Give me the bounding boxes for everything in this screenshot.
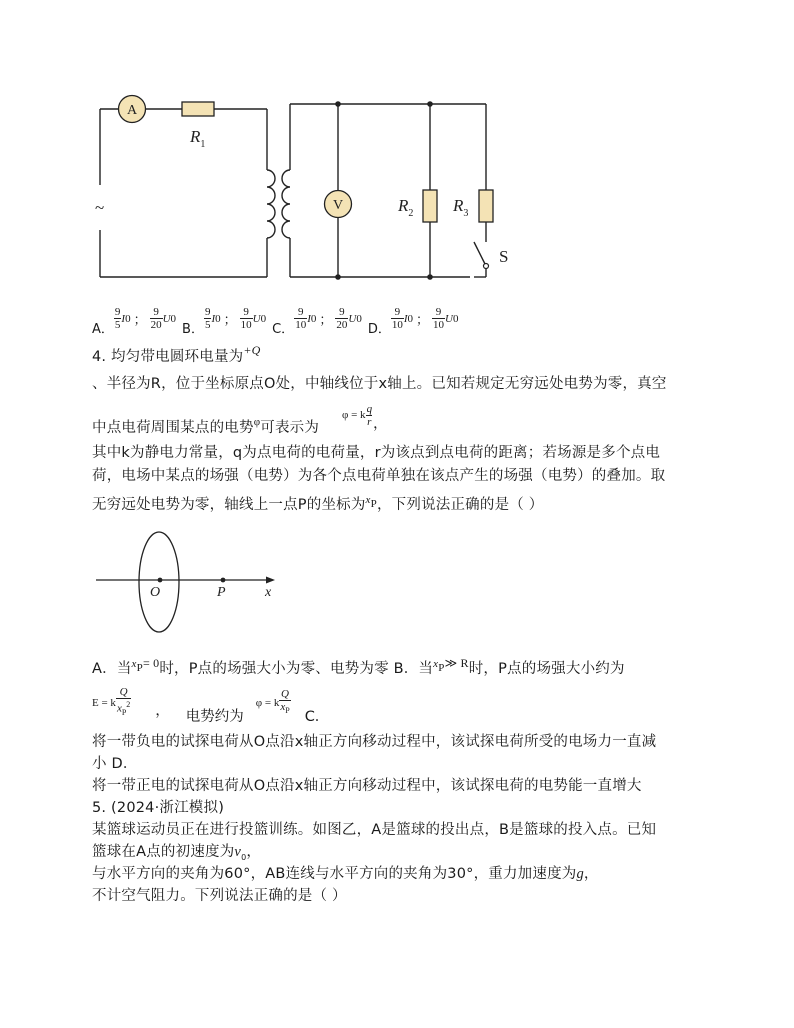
comma: ， (155, 703, 170, 719)
resistor-r1 (182, 102, 214, 116)
q4-option-c-line-2: 小 D． (92, 756, 138, 772)
option-a-label: A． (92, 322, 114, 337)
xp-symbol: x (365, 494, 371, 506)
origin-dot (158, 578, 163, 583)
current-symbol: I (307, 312, 311, 325)
separator: ； (133, 313, 147, 328)
question-text: ， (246, 844, 262, 860)
r1-label: $R_1$ (190, 127, 206, 150)
q4-option-d: 将一带正电的试探电荷从O点沿x轴正方向移动过程中，该试探电荷的电势能一直增大 (92, 778, 642, 794)
question-text: ，下列说法正确的是（ ） (376, 497, 544, 513)
subscript: P (438, 661, 445, 674)
gravity-symbol: g (576, 866, 584, 882)
current-symbol: I (211, 312, 216, 325)
math-text: ≫ R (444, 656, 469, 670)
option-b-text: 时，P点的场强大小约为 (468, 661, 625, 677)
question-text: 中点电荷周围某点的电势 (92, 420, 254, 436)
subscript: 0 (125, 312, 131, 325)
separator: ； (319, 313, 333, 328)
voltage-symbol: U (162, 312, 171, 325)
q4-line-5: 荷，电场中某点的场强（电势）为各个点电荷单独在该点产生的场强（电势）的叠加。取 (92, 468, 666, 484)
ac-source-symbol: ~ (95, 198, 105, 217)
transformer-circuit-diagram (0, 0, 794, 300)
subscript: 0 (407, 312, 414, 325)
voltage-symbol: U (348, 312, 357, 325)
option-c-label: C． (272, 322, 295, 337)
fraction: $\frac{9}{10}$ (295, 306, 307, 331)
junction-dot (427, 101, 433, 107)
subscript: 0 (215, 312, 221, 325)
subscript: 0 (452, 312, 459, 325)
question-text: 无穷远处电势为零，轴线上一点P的坐标为 (92, 497, 366, 513)
origin-label: O (150, 585, 161, 600)
q5-line-2 (92, 840, 261, 862)
xp-symbol: x (131, 658, 137, 670)
q4-options-ab (92, 657, 625, 680)
resistor-r3 (479, 190, 493, 222)
junction-dot (335, 101, 341, 107)
x-axis-label: x (265, 585, 272, 600)
subscript: 0 (310, 312, 317, 325)
question-text: 可表示为 (260, 420, 320, 436)
separator: ； (416, 313, 430, 328)
subscript: 0 (241, 852, 247, 862)
q5-line-1: 某篮球运动员正在进行投篮训练。如图乙，A是篮球的投出点，B是篮球的投入点。已知 (92, 822, 657, 838)
switch-label: S (499, 247, 509, 266)
voltage-symbol: U (445, 312, 453, 325)
fraction: $\frac{9}{20}$ (336, 306, 348, 331)
potential-formula (342, 397, 387, 433)
formula-lhs: φ = k (342, 409, 366, 421)
question-text: 电势约为 (185, 709, 244, 725)
r2-label: $R_2$ (398, 196, 414, 219)
separator: ； (223, 313, 237, 328)
ammeter-label: A (126, 103, 138, 118)
subscript: 0 (260, 312, 267, 325)
q4-line-6 (92, 493, 543, 516)
fraction: $\frac{9}{10}$ (433, 306, 445, 331)
switch-pivot (484, 264, 489, 269)
q5-line-4: 不计空气阻力。下列说法正确的是（ ） (92, 888, 347, 904)
fraction: $\frac{9}{10}$ (240, 306, 252, 331)
fraction: $\frac{9}{10}$ (391, 306, 403, 331)
ring-axis-diagram (0, 520, 794, 640)
subscript: 0 (356, 312, 362, 325)
option-d-label: D． (367, 322, 391, 337)
point-p-label: P (217, 585, 226, 600)
question-text: ， (583, 866, 599, 882)
resistor-r2 (423, 190, 437, 222)
point-p-dot (221, 578, 226, 583)
subscript: 0 (170, 312, 177, 325)
math-text: = 0 (142, 656, 160, 670)
q4-option-c-line-1: 将一带负电的试探电荷从O点沿x轴正方向移动过程中，该试探电荷所受的电场力一直减 (92, 734, 657, 750)
question-text: 4. 均匀带电圆环电量为 (92, 349, 244, 365)
potential-formula-lhs: φ = k (255, 696, 280, 709)
charge-symbol: +Q (243, 343, 261, 357)
junction-dot (427, 274, 433, 280)
question-text: 与水平方向的夹角为60°，AB连线与水平方向的夹角为30°，重力加速度为 (92, 866, 577, 882)
fraction: $\frac{9}{20}$ (150, 306, 162, 331)
current-symbol: I (403, 312, 408, 325)
subscript: P (370, 497, 377, 510)
current-symbol: I (121, 312, 126, 325)
fraction: $\frac{Q}{x_P^2}$ (116, 686, 131, 717)
option-c-label: C． (304, 709, 330, 725)
q5-header: 5. (2024·浙江模拟) (92, 800, 225, 816)
subscript: P (136, 661, 143, 674)
velocity-symbol: v (234, 844, 242, 860)
option-b-text: 时，P点的场强大小为零、电势为零 B．当 (159, 661, 434, 677)
r3-label: $R_3$ (453, 196, 469, 219)
phi-symbol: φ (253, 416, 261, 428)
voltage-symbol: U (252, 312, 261, 325)
field-formula-lhs: E = k (92, 696, 116, 709)
question-text: 篮球在A点的初速度为 (92, 844, 235, 860)
xp-symbol: x (433, 658, 439, 670)
q4-line-3 (92, 416, 319, 437)
junction-dot (335, 274, 341, 280)
fraction: $\frac{9}{5}$ (204, 306, 211, 331)
x-axis-arrow-icon (266, 577, 275, 584)
q4-line-4: 其中k为静电力常量，q为点电荷的电荷量，r为该点到点电荷的距离；若场源是多个点电 (92, 445, 661, 461)
option-a-text: A．当 (92, 661, 132, 677)
q5-line-3 (92, 862, 599, 883)
option-b-label: B． (182, 322, 204, 337)
q4-line-2: 、半径为R，位于坐标原点O处，中轴线位于x轴上。已知若规定无穷远处电势为零，真空 (92, 376, 667, 392)
q4-line-1 (92, 345, 261, 366)
fraction: $\frac{Q}{x_P}$ (280, 687, 290, 716)
voltmeter-label: V (332, 198, 344, 213)
q3-options (92, 300, 458, 337)
comma: ， (373, 416, 388, 432)
fraction: $\frac{q}{r}$ (366, 402, 373, 428)
q4-option-b-formulas (92, 679, 329, 726)
fraction: $\frac{9}{5}$ (114, 306, 121, 331)
